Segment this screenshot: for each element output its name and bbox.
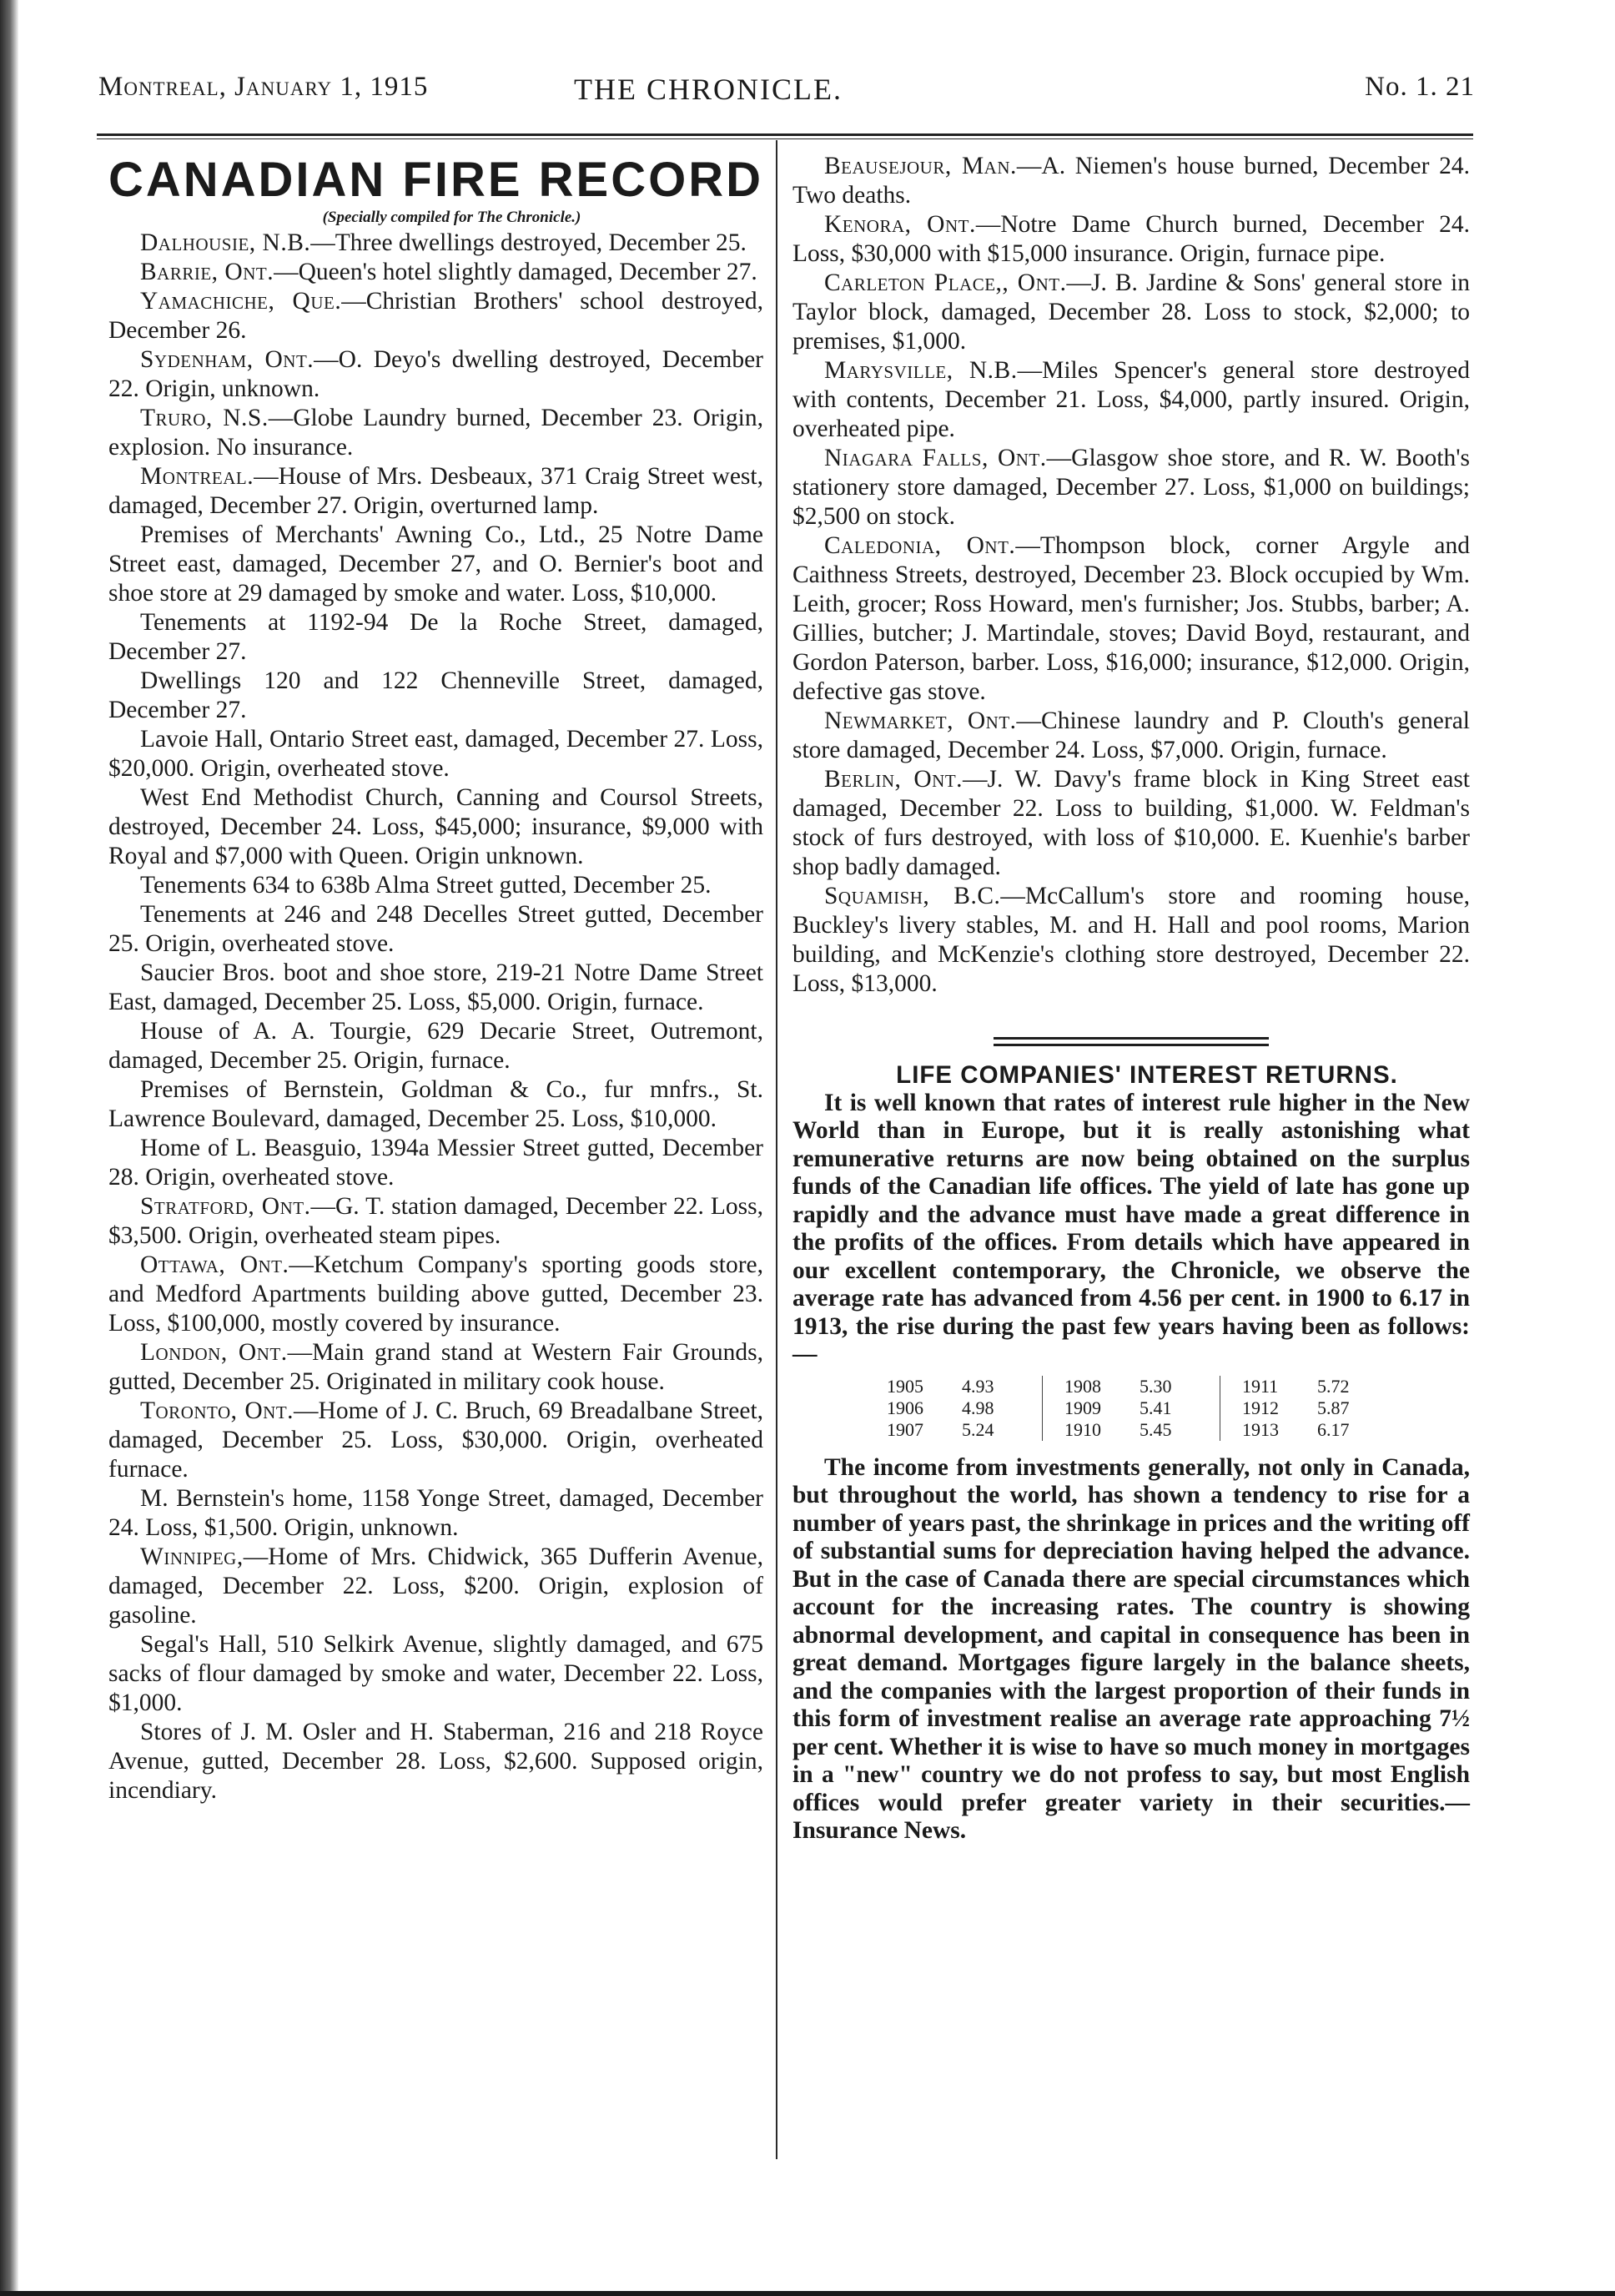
- rate-value: 6.17: [1317, 1418, 1350, 1440]
- header-publication: THE CHRONICLE.: [574, 73, 843, 106]
- fire-entry: [108, 1484, 763, 1543]
- fire-entry: [108, 725, 763, 783]
- rate-value: 5.24: [962, 1418, 994, 1440]
- fire-entry: [108, 959, 763, 1017]
- fire-entry: [108, 667, 763, 725]
- rate-year: 1910: [1064, 1418, 1101, 1440]
- fire-entry-text: —Home of J. C. Bruch, 69 Breadalbane Street, damaged, December 25. Loss, $30,000. Origin, overheated furnace.: [108, 1397, 764, 1483]
- life-article-para-1: It is well known that rates of interest rule higher in the New World than in Europe, but it is really astonishing what remunerative returns are now being obtained on the surplus funds of the Canadian life offices. The yield of late has gone up rapidly and the advance must have made a great difference in the profits of the offices. From details which have appeared in our excellent contemporary, the Chronicle, we observe the average rate has advanced from 4.56 per cent. in 1900 to 6.17 in 1913, the rise during the past few years having been as follows:—: [792, 1089, 1470, 1367]
- fire-entry-place: Truro, N.S.: [140, 405, 269, 431]
- fire-entry-text: Tenements 634 to 638b Alma Street gutted, December 25.: [140, 872, 712, 899]
- fire-entry-place: Yamachiche, Que.: [140, 288, 342, 315]
- fire-entry-place: Stratford, Ont.: [140, 1193, 311, 1220]
- fire-entry-text: —Miles Spencer's general store destroyed with contents, December 21. Loss, $4,000, partly insured. Origin, overheated pipe.: [792, 357, 1470, 442]
- fire-entry-text: —Glasgow shoe store, and R. W. Booth's stationery store damaged, December 27. Loss, $1,000 on buildings; $2,500 on stock.: [792, 445, 1470, 530]
- fire-record-subtitle: (Specially compiled for The Chronicle.): [322, 209, 581, 226]
- fire-entry-text: Saucier Bros. boot and shoe store, 219-21 Notre Dame Street East, damaged, December 25. Loss, $5,000. Origin, furnace.: [108, 959, 763, 1015]
- fire-entry-text: Tenements at 1192-94 De la Roche Street, damaged, December 27.: [108, 609, 763, 665]
- fire-entry-text: Home of L. Beasguio, 1394a Messier Street gutted, December 28. Origin, overheated stove.: [108, 1135, 763, 1191]
- left-column: [108, 154, 763, 1805]
- fire-entry: [792, 210, 1470, 269]
- fire-entry: [108, 229, 763, 258]
- life-article-title: LIFE COMPANIES' INTEREST RETURNS.: [896, 1061, 1398, 1089]
- fire-entry: [792, 356, 1470, 444]
- fire-entry-text: Segal's Hall, 510 Selkirk Avenue, slightly damaged, and 675 sacks of flour damaged by smoke and water, December 22. Loss, $1,000.: [108, 1631, 763, 1716]
- header-issue-page: No. 1. 21: [1365, 72, 1475, 102]
- fire-entry-text: —Globe Laundry burned, December 23. Origin, explosion. No insurance.: [108, 405, 763, 461]
- fire-entry-place: Beausejour, Man.: [824, 153, 1017, 179]
- fire-entry-place: Dalhousie, N.B.: [140, 229, 311, 256]
- rate-year: 1911: [1242, 1375, 1279, 1397]
- fire-entry-place: Montreal.: [140, 463, 254, 490]
- fire-entry: [792, 765, 1470, 882]
- fire-entry: [792, 152, 1470, 210]
- right-column: [792, 152, 1470, 1845]
- rate-value: 4.98: [962, 1397, 994, 1418]
- fire-entry-place: Toronto, Ont.: [140, 1397, 294, 1424]
- fire-entry-place: Barrie, Ont.: [140, 259, 274, 285]
- fire-entry-place: Sydenham, Ont.: [140, 346, 314, 373]
- fire-entry: [792, 707, 1470, 765]
- fire-entry-text: Premises of Merchants' Awning Co., Ltd., 25 Notre Dame Street east, damaged, December 27, and O. Bernier's boot and shoe store at 29 damaged by smoke and water. Loss, $10,000.: [108, 521, 763, 607]
- fire-entry-place: Berlin, Ont.: [824, 766, 963, 793]
- fire-entry-text: House of A. A. Tourgie, 629 Decarie Street, Outremont, damaged, December 25. Origin, furnace.: [108, 1018, 763, 1074]
- fire-entry-text: —Queen's hotel slightly damaged, December 27.: [274, 259, 757, 285]
- fire-entry: [108, 1192, 763, 1251]
- fire-entry-text: —J. B. Jardine & Sons' general store in Taylor block, damaged, December 28. Loss to stock, $2,000; to premises, $1,000.: [792, 269, 1470, 355]
- fire-entry: [108, 345, 763, 404]
- fire-entry-place: Caledonia, Ont.: [824, 532, 1016, 559]
- fire-entry: [108, 1718, 763, 1805]
- fire-entry-text: —Home of Mrs. Chidwick, 365 Dufferin Avenue, damaged, December 22. Loss, $200. Origin, explosion of gasoline.: [108, 1543, 763, 1629]
- column-divider: [776, 140, 777, 2159]
- fire-entry: [108, 871, 763, 900]
- rate-group: [865, 1376, 1042, 1441]
- fire-entry: [108, 462, 763, 521]
- fire-entry: [108, 608, 763, 667]
- fire-entry-place: Ottawa, Ont.: [140, 1251, 289, 1278]
- fire-entry: [108, 1251, 763, 1338]
- fire-entry: [792, 269, 1470, 356]
- fire-entry: [108, 1543, 763, 1630]
- fire-entry: [108, 1397, 763, 1484]
- rate-year: 1906: [887, 1397, 923, 1418]
- fire-entry-text: Dwellings 120 and 122 Chenneville Street, damaged, December 27.: [108, 667, 763, 723]
- fire-entry-text: Tenements at 246 and 248 Decelles Street gutted, December 25. Origin, overheated stove.: [108, 901, 763, 957]
- fire-entry-place: Squamish, B.C.: [824, 883, 1001, 909]
- rate-value: 5.41: [1140, 1397, 1172, 1418]
- fire-entry-place: Niagara Falls, Ont.: [824, 445, 1047, 471]
- fire-entry-place: Newmarket, Ont.: [824, 707, 1017, 734]
- fire-entry: [108, 287, 763, 345]
- fire-entry-text: —Christian Brothers' school destroyed, December 26.: [108, 288, 763, 344]
- fire-entry-text: —A. Niemen's house burned, December 24. Two deaths.: [792, 153, 1471, 209]
- fire-entries-right: [792, 152, 1470, 999]
- life-article: [792, 1061, 1470, 1845]
- scan-edge-left: [0, 0, 18, 2296]
- fire-entry-text: —Main grand stand at Western Fair Grounds, gutted, December 25. Originated in military cook house.: [108, 1339, 763, 1395]
- fire-entry-text: —Three dwellings destroyed, December 25.: [310, 229, 747, 256]
- fire-entry-text: M. Bernstein's home, 1158 Yonge Street, damaged, December 24. Loss, $1,500. Origin, unknown.: [108, 1485, 763, 1541]
- fire-entry-place: Winnipeg,: [140, 1543, 244, 1570]
- rate-group: [1220, 1376, 1397, 1441]
- fire-entry-place: Marysville, N.B.: [824, 357, 1018, 384]
- fire-entry-text: Lavoie Hall, Ontario Street east, damaged, December 27. Loss, $20,000. Origin, overheated stove.: [108, 726, 763, 782]
- rate-year: 1912: [1242, 1397, 1279, 1418]
- fire-entry: [108, 258, 763, 287]
- fire-entry-place: Kenora, Ont.: [824, 211, 976, 238]
- header-dateline: Montreal, January 1, 1915: [98, 72, 429, 102]
- rate-year: 1907: [887, 1418, 923, 1440]
- life-article-para-2: The income from investments generally, not only in Canada, but throughout the world, has shown a tendency to rise for a number of years past, the shrinkage in prices and the writing off of substantial sums for depreciation having helped the advance. But in the case of Canada there are special circumstances which account for the increasing rates. The country is showing abnormal development, and capital in consequence has been in great demand. Mortgages figure largely in the balance sheets, and the companies with the largest proportion of their funds in this form of investment realise an average rate approaching 7½ per cent. Whether it is wise to have so much money in mortgages in a "new" country we do not profess to say, but most English offices would prefer greater variety in their securities.—Insurance News.: [792, 1453, 1470, 1844]
- fire-entry-text: —O. Deyo's dwelling destroyed, December 22. Origin, unknown.: [108, 346, 763, 402]
- rate-year: 1913: [1242, 1418, 1279, 1440]
- fire-entry: [792, 444, 1470, 531]
- page-header: [98, 72, 1475, 113]
- fire-entries-left: [108, 229, 763, 1805]
- fire-record-title: CANADIAN FIRE RECORD: [108, 153, 763, 207]
- rate-value: 4.93: [962, 1375, 994, 1397]
- fire-entry: [108, 1134, 763, 1192]
- fire-entry: [792, 531, 1470, 707]
- fire-entry: [108, 404, 763, 462]
- section-separator: [994, 1037, 1269, 1046]
- header-rule: [97, 133, 1473, 139]
- fire-entry-text: —Chinese laundry and P. Clouth's general store damaged, December 24. Loss, $7,000. Origin, furnace.: [792, 707, 1470, 763]
- fire-entry-text: West End Methodist Church, Canning and Coursol Streets, destroyed, December 24. Loss, $45,000; insurance, $9,000 with Royal and $7,000 with Queen. Origin unknown.: [108, 784, 763, 869]
- rate-value: 5.45: [1140, 1418, 1172, 1440]
- rate-value: 5.87: [1317, 1397, 1350, 1418]
- fire-entry: [108, 783, 763, 871]
- rate-value: 5.30: [1140, 1375, 1172, 1397]
- fire-entry: [792, 882, 1470, 999]
- fire-entry: [108, 1338, 763, 1397]
- scan-edge-bottom: [0, 2291, 1615, 2296]
- rate-value: 5.72: [1317, 1375, 1350, 1397]
- rate-group: [1042, 1376, 1220, 1441]
- rate-year: 1905: [887, 1375, 923, 1397]
- fire-entry: [108, 1075, 763, 1134]
- interest-rate-table: [831, 1376, 1431, 1441]
- fire-entry: [108, 1017, 763, 1075]
- fire-entry-text: —J. W. Davy's frame block in King Street east damaged, December 22. Loss to building, $1,000. W. Feldman's stock of furs destroyed, with loss of $10,000. E. Kuenhie's barber shop badly damaged.: [792, 766, 1470, 880]
- fire-entry-text: —Thompson block, corner Argyle and Caithness Streets, destroyed, December 23. Block occupied by Wm. Leith, grocer; Ross Howard, men's furnisher; Jos. Stubbs, barber; A. Gillies, butcher; J. Martindale, stoves; David Boyd, restaurant, and Gordon Paterson, barber. Loss, $16,000; insurance, $12,000. Origin, defective gas stove.: [792, 532, 1471, 705]
- fire-entry: [108, 1630, 763, 1718]
- fire-entry: [108, 900, 763, 959]
- fire-entry-text: —G. T. station damaged, December 22. Loss, $3,500. Origin, overheated steam pipes.: [108, 1193, 763, 1249]
- fire-entry-place: Carleton Place,, Ont.: [824, 269, 1067, 296]
- fire-entry-text: —Notre Dame Church burned, December 24. Loss, $30,000 with $15,000 insurance. Origin, furnace pipe.: [792, 211, 1470, 267]
- fire-entry-text: Stores of J. M. Osler and H. Staberman, 216 and 218 Royce Avenue, gutted, December 28. Loss, $2,600. Supposed origin, incendiary.: [108, 1719, 763, 1804]
- rate-year: 1909: [1064, 1397, 1101, 1418]
- fire-entry-text: —Ketchum Company's sporting goods store, and Medford Apartments building above gutted, December 23. Loss, $100,000, mostly covered by insurance.: [108, 1251, 764, 1337]
- fire-entry-text: Premises of Bernstein, Goldman & Co., fur mnfrs., St. Lawrence Boulevard, damaged, December 25. Loss, $10,000.: [108, 1076, 763, 1132]
- fire-entry-text: —House of Mrs. Desbeaux, 371 Craig Street west, damaged, December 27. Origin, overturned lamp.: [108, 463, 763, 519]
- rate-year: 1908: [1064, 1375, 1101, 1397]
- fire-entry-text: —McCallum's store and rooming house, Buckley's livery stables, M. and H. Hall and pool rooms, Marion building, and McKenzie's clothing store destroyed, December 22. Loss, $13,000.: [792, 883, 1470, 997]
- fire-entry-place: London, Ont.: [140, 1339, 288, 1366]
- fire-entry: [108, 521, 763, 608]
